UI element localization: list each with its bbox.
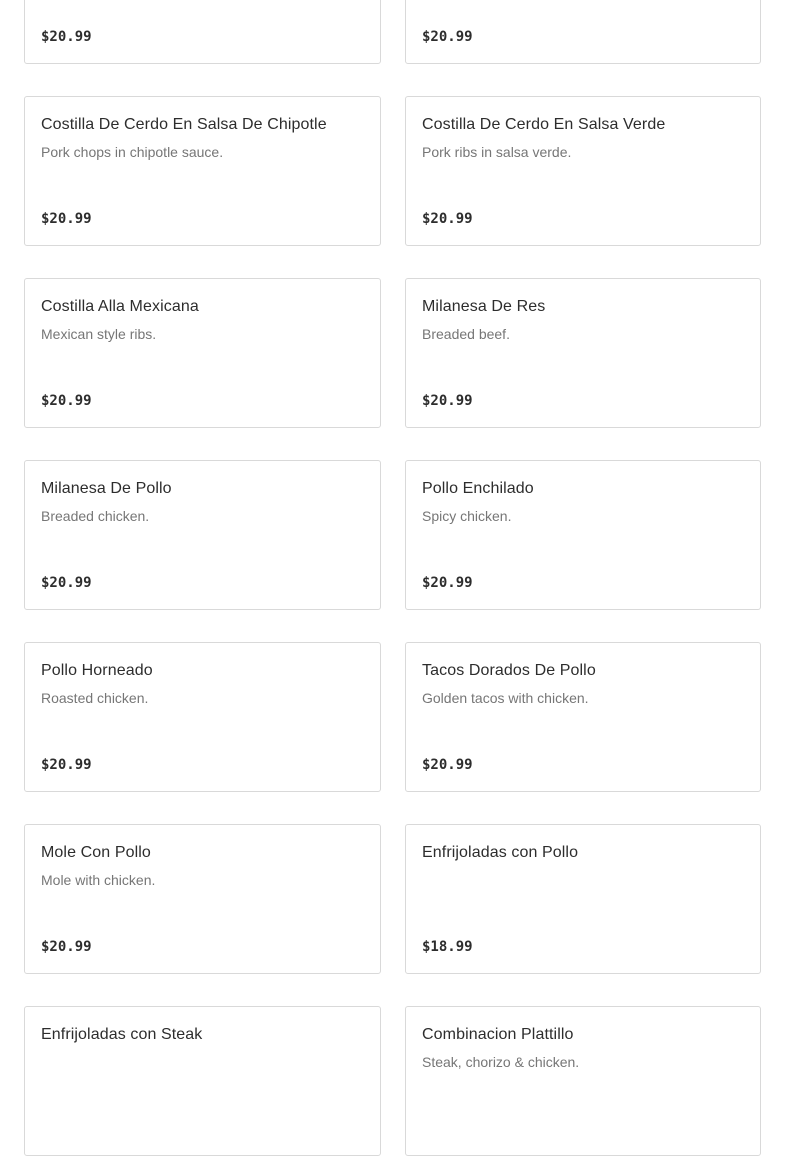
menu-item-description: Mexican style ribs. — [41, 326, 157, 342]
menu-item-name: Mole Con Pollo — [41, 844, 151, 861]
menu-item-name: Costilla Alla Mexicana — [41, 298, 199, 315]
menu-item-description: Steak, chorizo & chicken. — [422, 1054, 580, 1070]
menu-item-card[interactable] — [405, 96, 761, 246]
menu-item-name: Costilla De Cerdo En Salsa De Chipotle — [41, 116, 327, 133]
menu-item-price: $20.99 — [41, 575, 92, 591]
menu-item-name: Milanesa De Pollo — [41, 480, 172, 497]
menu-item-description: Spicy chicken. — [422, 508, 512, 524]
menu-item-card[interactable] — [405, 278, 761, 428]
menu-item-card[interactable] — [24, 642, 381, 792]
menu-item-name: Pollo Enchilado — [422, 480, 534, 497]
menu-item-price: $20.99 — [41, 757, 92, 773]
menu-item-card[interactable] — [24, 278, 381, 428]
menu-item-price: $20.99 — [41, 939, 92, 955]
menu-item-card[interactable] — [24, 460, 381, 610]
menu-item-description: Mole with chicken. — [41, 872, 156, 888]
menu-item-name: Pollo Horneado — [41, 662, 153, 679]
menu-item-price: $20.99 — [422, 211, 473, 227]
menu-item-name: Tacos Dorados De Pollo — [422, 662, 596, 679]
menu-item-price: $20.99 — [422, 575, 473, 591]
menu-item-card[interactable] — [24, 0, 381, 64]
menu-item-name: Milanesa De Res — [422, 298, 546, 315]
menu-item-card[interactable] — [405, 642, 761, 792]
menu-item-price: $20.99 — [422, 393, 473, 409]
menu-item-price: $20.99 — [41, 29, 92, 45]
menu-item-description: Golden tacos with chicken. — [422, 690, 589, 706]
menu-item-description: Breaded chicken. — [41, 508, 150, 524]
menu-item-price: $18.99 — [422, 939, 473, 955]
menu-item-card[interactable] — [405, 0, 761, 64]
menu-item-name: Combinacion Plattillo — [422, 1026, 574, 1043]
menu-item-card[interactable] — [24, 824, 381, 974]
menu-item-description: Pork ribs in salsa verde. — [422, 144, 572, 160]
menu-item-price: $20.99 — [41, 211, 92, 227]
menu-item-description: Pork chops in chipotle sauce. — [41, 144, 224, 160]
menu-item-price: $20.99 — [41, 393, 92, 409]
menu-item-name: Costilla De Cerdo En Salsa Verde — [422, 116, 666, 133]
menu-item-name: Enfrijoladas con Steak — [41, 1026, 203, 1043]
menu-item-card[interactable] — [405, 1006, 761, 1156]
menu-item-card[interactable] — [405, 824, 761, 974]
menu-item-price: $20.99 — [422, 757, 473, 773]
menu-item-card[interactable] — [24, 1006, 381, 1156]
menu-item-description: Breaded beef. — [422, 326, 510, 342]
menu-item-card[interactable] — [24, 96, 381, 246]
menu-item-price: $20.99 — [422, 29, 473, 45]
menu-item-name: Enfrijoladas con Pollo — [422, 844, 579, 861]
menu-item-grid — [24, 0, 761, 1156]
menu-item-card[interactable] — [405, 460, 761, 610]
menu-item-description: Roasted chicken. — [41, 690, 149, 706]
